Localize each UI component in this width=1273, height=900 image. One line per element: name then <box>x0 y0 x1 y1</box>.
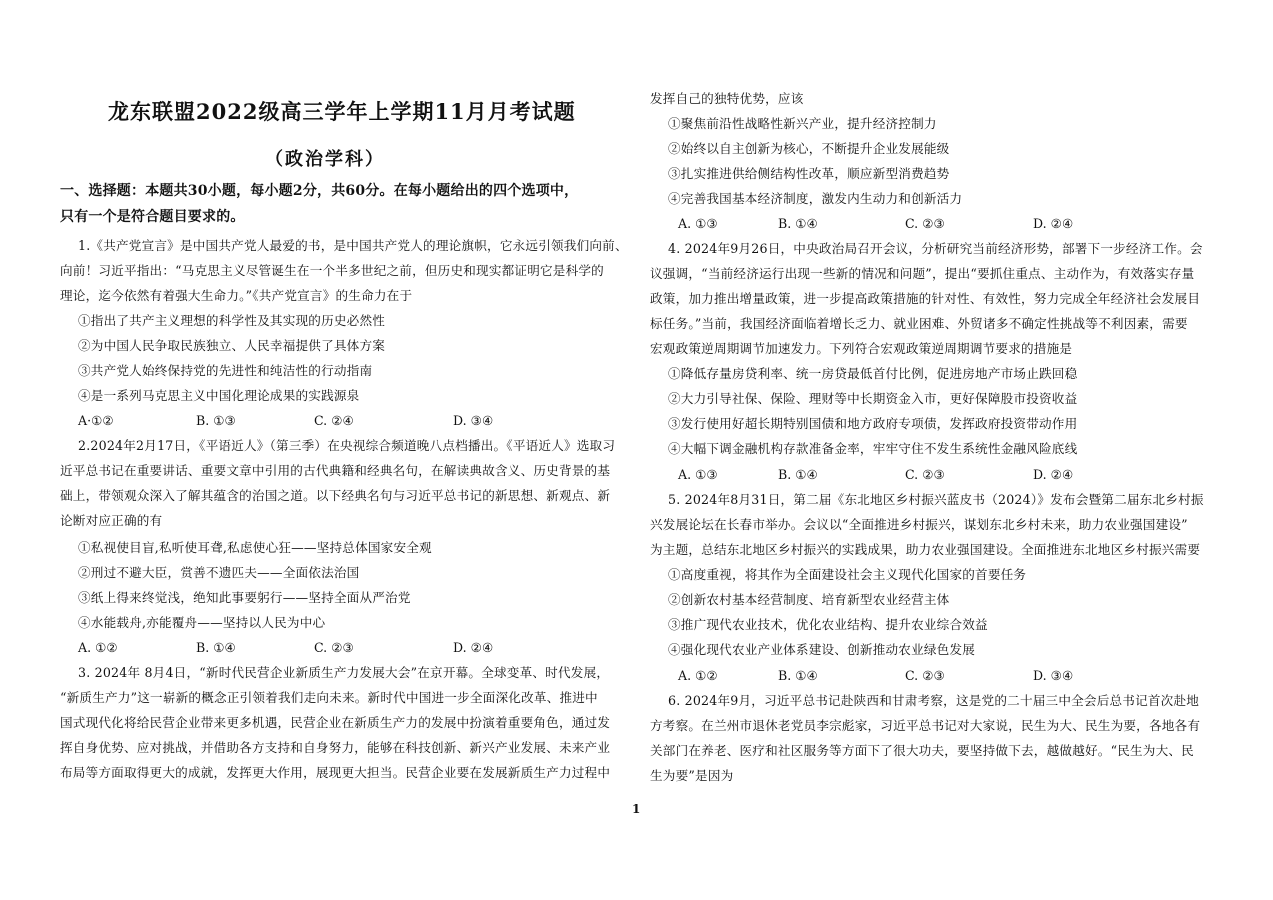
question-1-option-a: A·①② <box>78 413 114 428</box>
question-1-option-b: B. ①③ <box>196 413 236 428</box>
question-5-item: ③推广现代农业技术，优化农业结构、提升农业综合效益 <box>668 617 988 632</box>
question-2-item: ④水能载舟,亦能覆舟——坚持以人民为中心 <box>78 615 326 630</box>
question-2-stem: 2.2024年2月17日，《平语近人》（第三季）在央视综合频道晚八点档播出。《平语近人》选取习 <box>78 438 616 453</box>
question-3-stem: 发挥自己的独特优势，应该 <box>650 91 804 106</box>
question-4-stem: 议强调，“当前经济运行出现一些新的情况和问题”，提出“要抓住重点、主动作为，有效落实存量 <box>650 266 1195 281</box>
question-1-item: ④是一系列马克思主义中国化理论成果的实践源泉 <box>78 388 360 403</box>
question-3-option-d: D. ②④ <box>1033 216 1074 231</box>
exam-title: 龙东联盟2022级高三学年上学期11月月考试题 <box>108 99 576 124</box>
question-3-stem: 布局等方面取得更大的成就，发挥更大作用，展现更大担当。民营企业要在发展新质生产力过程中 <box>60 765 611 780</box>
question-5-option-a: A. ①② <box>678 668 718 683</box>
question-6-stem: 生为要”是因为 <box>650 768 734 783</box>
question-3-option-c: C. ②③ <box>905 216 945 231</box>
question-1-stem: 1.《共产党宣言》是中国共产党人最爱的书，是中国共产党人的理论旗帜，它永远引领我们向前、 <box>78 238 628 253</box>
question-5-option-d: D. ③④ <box>1033 668 1074 683</box>
question-5-option-c: C. ②③ <box>905 668 945 683</box>
question-3-option-b: B. ①④ <box>778 216 818 231</box>
question-3-item: ③扎实推进供给侧结构性改革，顺应新型消费趋势 <box>668 166 950 181</box>
exam-subtitle: （政治学科） <box>265 149 385 170</box>
question-4-option-b: B. ①④ <box>778 467 818 482</box>
question-4-item: ③发行使用好超长期特别国债和地方政府专项债，发挥政府投资带动作用 <box>668 416 1078 431</box>
question-3-item: ②始终以自主创新为核心，不断提升企业发展能级 <box>668 141 950 156</box>
question-3-stem: 挥自身优势、应对挑战，并借助各方支持和自身努力，能够在科技创新、新兴产业发展、未来产业 <box>60 740 611 755</box>
question-4-stem: 标任务。”当前，我国经济面临着增长乏力、就业困难、外贸诸多不确定性挑战等不利因素，需要 <box>650 316 1188 331</box>
question-2-option-b: B. ①④ <box>196 640 236 655</box>
question-5-stem: 5. 2024年8月31日，第二届《东北地区乡村振兴蓝皮书（2024）》发布会暨第二届东北乡村振 <box>668 492 1204 507</box>
question-2-stem: 础上，带领观众深入了解其蕴含的治国之道。以下经典名句与习近平总书记的新思想、新观点、新 <box>60 488 611 503</box>
question-4-option-a: A. ①③ <box>678 467 718 482</box>
question-1-option-d: D. ③④ <box>453 413 494 428</box>
question-4-stem: 政策，加力推出增量政策，进一步提高政策措施的针对性、有效性，努力完成全年经济社会发展目 <box>650 291 1201 306</box>
question-3-item: ①聚焦前沿性战略性新兴产业，提升经济控制力 <box>668 116 937 131</box>
question-2-option-c: C. ②③ <box>314 640 354 655</box>
question-4-stem: 4. 2024年9月26日，中央政治局召开会议，分析研究当前经济形势，部署下一步经济工作。会 <box>668 241 1203 256</box>
question-2-item: ②刑过不避大臣，赏善不遗匹夫——全面依法治国 <box>78 565 360 580</box>
question-6-stem: 方考察。在兰州市退休老党员李宗彪家，习近平总书记对大家说，民生为大、民生为要，各地各有 <box>650 718 1201 733</box>
question-6-stem: 6. 2024年9月，习近平总书记赴陕西和甘肃考察，这是党的二十届三中全会后总书记首次赴地 <box>668 693 1200 708</box>
question-6-stem: 关部门在养老、医疗和社区服务等方面下了很大功夫，要坚持做下去，越做越好。“民生为大、民 <box>650 743 1194 758</box>
question-1-item: ②为中国人民争取民族独立、人民幸福提供了具体方案 <box>78 338 386 353</box>
question-3-stem: 3. 2024年 8月4日，“新时代民营企业新质生产力发展大会”在京开幕。全球变革、时代发展， <box>78 665 610 680</box>
question-4-stem: 宏观政策逆周期调节加速发力。下列符合宏观政策逆周期调节要求的措施是 <box>650 341 1073 356</box>
question-5-stem: 兴发展论坛在长春市举办。会议以“全面推进乡村振兴，谋划东北乡村未来，助力农业强国建设” <box>650 517 1188 532</box>
question-3-item: ④完善我国基本经济制度，激发内生动力和创新活力 <box>668 191 963 206</box>
section-heading: 一、选择题：本题共30小题，每小题2分，共60分。在每小题给出的四个选项中， <box>60 183 579 199</box>
question-1-item: ③共产党人始终保持党的先进性和纯洁性的行动指南 <box>78 363 373 378</box>
question-4-item: ②大力引导社保、保险、理财等中长期资金入市，更好保障股市投资收益 <box>668 391 1078 406</box>
question-2-stem: 论断对应正确的有 <box>60 513 163 528</box>
question-5-stem: 为主题，总结东北地区乡村振兴的实践成果，助力农业强国建设。全面推进东北地区乡村振兴需要 <box>650 542 1201 557</box>
question-2-stem: 近平总书记在重要讲话、重要文章中引用的古代典籍和经典名句，在解读典故含义、历史背景的基 <box>60 463 611 478</box>
question-2-item: ①私视使目盲,私听使耳聋,私虑使心狂——坚持总体国家安全观 <box>78 540 432 555</box>
question-1-option-c: C. ②④ <box>314 413 354 428</box>
question-5-item: ①高度重视，将其作为全面建设社会主义现代化国家的首要任务 <box>668 567 1027 582</box>
question-2-option-d: D. ②④ <box>453 640 494 655</box>
section-heading: 只有一个是符合题目要求的。 <box>60 209 245 225</box>
question-4-option-d: D. ②④ <box>1033 467 1074 482</box>
question-3-stem: “新质生产力”这一崭新的概念正引领着我们走向未来。新时代中国进一步全面深化改革、推进中 <box>60 690 598 705</box>
page-number: 1 <box>632 802 641 816</box>
question-2-item: ③纸上得来终觉浅，绝知此事要躬行——坚持全面从严治党 <box>78 590 411 605</box>
question-4-item: ①降低存量房贷利率、统一房贷最低首付比例，促进房地产市场止跌回稳 <box>668 366 1078 381</box>
question-1-item: ①指出了共产主义理想的科学性及其实现的历史必然性 <box>78 313 386 328</box>
question-2-option-a: A. ①② <box>78 640 118 655</box>
question-5-item: ②创新农村基本经营制度、培育新型农业经营主体 <box>668 592 950 607</box>
question-1-stem: 理论，迄今依然有着强大生命力。”《共产党宣言》的生命力在于 <box>60 288 413 303</box>
question-3-option-a: A. ①③ <box>678 216 718 231</box>
question-4-option-c: C. ②③ <box>905 467 945 482</box>
question-5-item: ④强化现代农业产业体系建设、创新推动农业绿色发展 <box>668 642 976 657</box>
question-3-stem: 国式现代化将给民营企业带来更多机遇，民营企业在新质生产力的发展中扮演着重要角色，通过发 <box>60 715 611 730</box>
question-1-stem: 向前！习近平指出：“马克思主义尽管诞生在一个半多世纪之前，但历史和现实都证明它是科学的 <box>60 263 604 278</box>
question-5-option-b: B. ①④ <box>778 668 818 683</box>
question-4-item: ④大幅下调金融机构存款准备金率，牢牢守住不发生系统性金融风险底线 <box>668 441 1078 456</box>
